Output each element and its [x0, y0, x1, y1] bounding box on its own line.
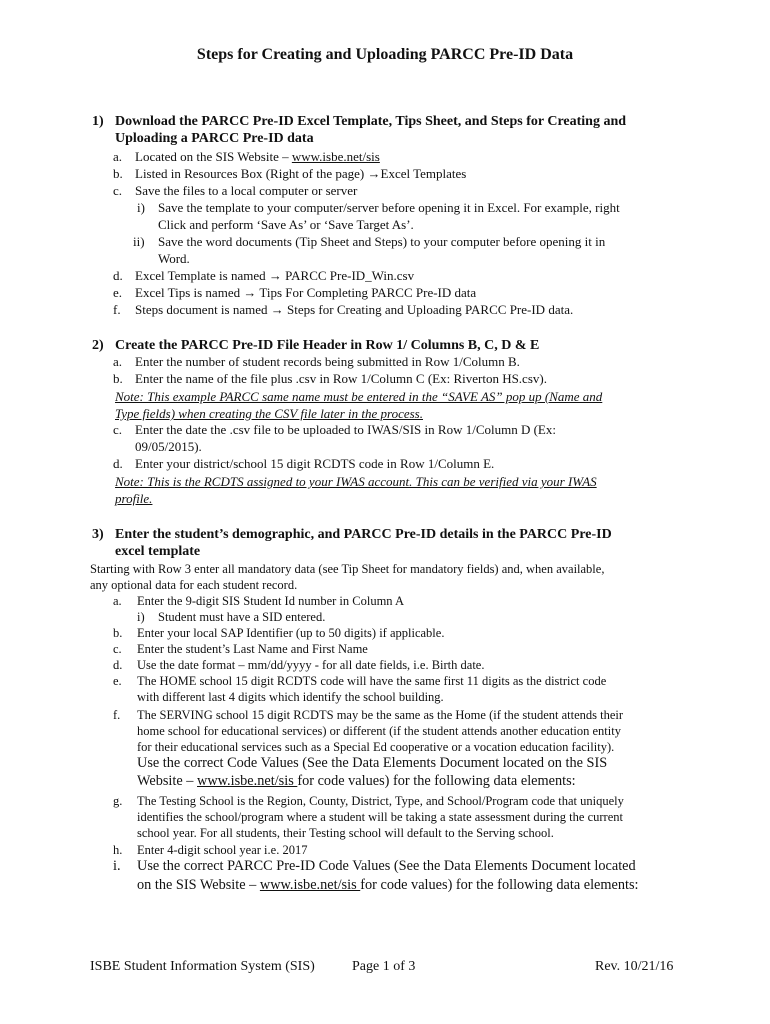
s1-item-c-ii-line2: Word.: [158, 251, 190, 266]
s3-item-f-line5: Website – www.isbe.net/sis for code values) for the following data elements:: [137, 773, 576, 789]
s3-item-g-line3: school year. For all students, their Testing school will default to the Serving school.: [137, 826, 554, 840]
section-3-heading-line1: Enter the student’s demographic, and PARCC Pre-ID details in the PARCC Pre-ID: [115, 527, 612, 542]
footer-system-name: ISBE Student Information System (SIS): [90, 959, 315, 974]
s3-item-f-line4: Use the correct Code Values (See the Data Elements Document located on the SIS: [137, 755, 608, 771]
s3-intro-line1: Starting with Row 3 enter all mandatory data (see Tip Sheet for mandatory fields) and, when available,: [90, 562, 605, 576]
footer-page-number: Page 1 of 3: [352, 959, 416, 974]
s3-item-e-line2: with different last 4 digits which identify the school building.: [137, 690, 444, 704]
s2-note-1-line1: Note: This example PARCC same name must be entered in the “SAVE AS” pop up (Name and: [115, 389, 603, 404]
sis-website-link[interactable]: www.isbe.net/sis: [197, 773, 298, 789]
s2-note-2-line1: Note: This is the RCDTS assigned to your IWAS account. This can be verified via your IWAS: [115, 474, 597, 489]
section-number: 3): [92, 527, 104, 542]
s3-intro-line2: any optional data for each student record.: [90, 578, 298, 592]
s3-item-g-line2: identifies the school/program where a student will be taking a state assessment during the current: [137, 810, 623, 824]
section-number: 2): [92, 338, 104, 353]
s2-item-c-line2: 09/05/2015).: [135, 439, 202, 454]
s3-item-i-line2: on the SIS Website – www.isbe.net/sis for code values) for the following data elements:: [137, 877, 639, 893]
s1-item-c-i-line2: Click and perform ‘Save As’ or ‘Save Target As’.: [158, 217, 414, 232]
s3-item-f-line3: for their educational services such as a Special Ed cooperative or a vocation education facility).: [137, 740, 615, 754]
s2-note-2-line2: profile.: [115, 491, 153, 506]
sis-website-link[interactable]: www.isbe.net/sis: [259, 877, 361, 893]
page-title: Steps for Creating and Uploading PARCC Pre-ID Data: [196, 46, 574, 63]
section-3-heading-line2: excel template: [115, 544, 201, 559]
sis-website-link[interactable]: www.isbe.net/sis: [291, 149, 380, 164]
s2-note-1-line2: Type fields) when creating the CSV file later in the process.: [115, 406, 423, 421]
s3-item-f-line2: home school for educational services) or different (if the student attends another education entity: [137, 724, 621, 738]
section-1-heading-line1: Download the PARCC Pre-ID Excel Template, Tips Sheet, and Steps for Creating and: [115, 114, 627, 129]
footer-revision: Rev. 10/21/16: [595, 959, 674, 974]
section-1-heading-line2: Uploading a PARCC Pre-ID data: [115, 131, 314, 146]
section-number: 1): [92, 114, 104, 129]
page: Steps for Creating and Uploading PARCC Pre-ID Data 1) Download the PARCC Pre-ID Excel Template, Tips Sheet, and Steps for Creating and Uploading a PARCC Pre-ID data a. Located on the SIS Website – www.isbe.net/sis b. Listed in Resources Box (Right of the page) →Excel Templates c. Save the files to a local computer or server i) Save the template to your computer/server before opening it in Excel. For example, right Click and perform ‘Save As’ or ‘Save Target As’. ii) Save the word documents (Tip Sheet and Steps) to your computer before opening it in Word. d. Excel Template is named → PARCC Pre-ID_Win.csv e. Excel Tips is named → Tips For Completing PARCC Pre-ID data f. Steps document is named → Steps for Creating and Uploading PARCC Pre-ID data. 2) Create the PARCC Pre-ID File Header in Row 1/ Columns B, C, D & E a. Enter the number of student records being submitted in Row 1/Column B. b. Enter the name of the file plus .csv in Row 1/Column C (Ex: Riverton HS.csv). Note: This example PARCC same name must be entered in the “SAVE AS” pop up (Name and Type fields) when creating the CSV file later in the process. c. Enter the date the .csv file to be uploaded to IWAS/SIS in Row 1/Column D (Ex: 09/05/2015). d. Enter your district/school 15 digit RCDTS code in Row 1/Column E. Note: This is the RCDTS assigned to your IWAS account. This can be verified via your IWAS profile. 3) Enter the student’s demographic, and PARCC Pre-ID details in the PARCC Pre-ID excel template Starting with Row 3 enter all mandatory data (see Tip Sheet for mandatory fields) and, when available, any optional data for each student record. a. Enter the 9-digit SIS Student Id number in Column A i) Student must have a SID entered. b. Enter your local SAP Identifier (up to 50 digits) if applicable. c. Enter the student’s Last Name and First Name d. Use the date format – mm/dd/yyyy - for all date fields, i.e. Birth date. e. The HOME school 15 digit RCDTS code will have the same first 11 digits as the district code with different last 4 digits which identify the school building. f. The SERVING school 15 digit RCDTS may be the same as the Home (if the student attends their home school for educational services) or different (if the student attends another education entity for their educational services such as a Special Ed cooperative or a vocation education facility). Use the correct Code Values (See the Data Elements Document located on the SIS Website – www.isbe.net/sis for code values) for the following data elements: g. The Testing School is the Region, County, District, Type, and School/Program code that uniquely identifies the school/program where a student will be taking a state assessment during the current school year. For all students, their Testing school will default to the Serving school. h. Enter 4-digit school year i.e. 2017 i. Use the correct PARCC Pre-ID Code Values (See the Data Elements Document located on the SIS Website – www.isbe.net/sis for code values) for the following data elements: ISBE Student Information System (SIS) Page 1 of 3 Rev. 10/21/16: [0, 0, 770, 1024]
